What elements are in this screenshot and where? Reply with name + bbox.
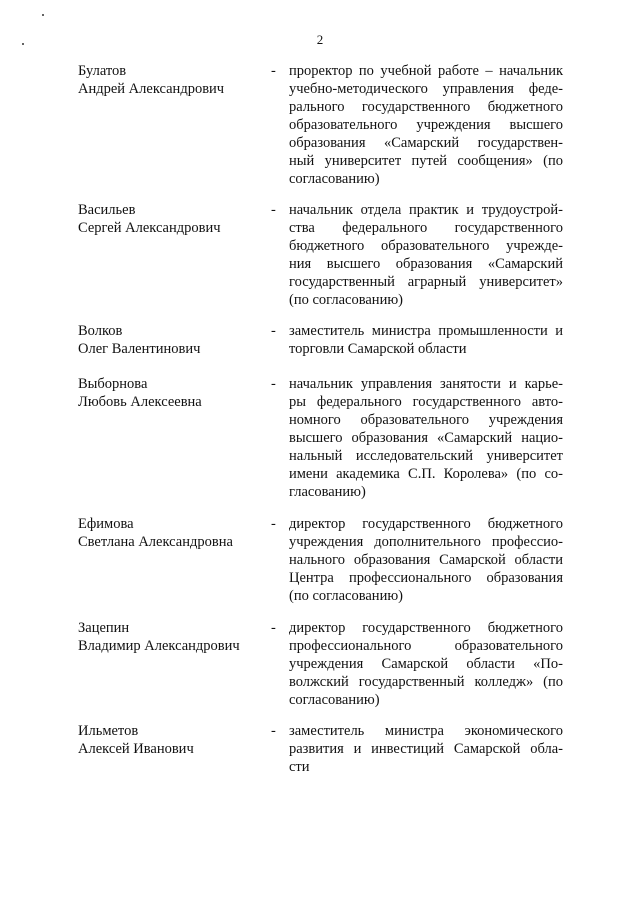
position-line: учебно-методического управления феде- <box>289 81 563 97</box>
position-line: начальник отдела практик и трудоустрой- <box>289 202 563 218</box>
member-surname: Ефимова <box>78 516 134 532</box>
member-position <box>289 515 563 605</box>
position-line: государственный аграрный университет» <box>289 274 563 290</box>
position-line: бюджетного образовательного учрежде- <box>289 238 563 254</box>
position-line: ства федерального государственного <box>289 220 563 236</box>
member-surname: Ильметов <box>78 723 139 739</box>
position-line: согласованию) <box>289 692 380 708</box>
member-position <box>289 62 563 188</box>
entry-dash: - <box>271 323 276 339</box>
position-line: образовательного учреждения высшего <box>289 117 563 133</box>
member-name <box>78 515 268 551</box>
position-line: ры федерального государственного авто- <box>289 394 563 410</box>
member-position <box>289 201 563 309</box>
position-line: начальник управления занятости и карье- <box>289 376 563 392</box>
position-line: (по согласованию) <box>289 292 403 308</box>
member-position <box>289 322 563 358</box>
position-line: рального государственного бюджетного <box>289 99 563 115</box>
member-given-names: Владимир Александрович <box>78 638 240 654</box>
member-surname: Зацепин <box>78 620 130 636</box>
position-line: директор государственного бюджетного <box>289 620 563 636</box>
member-given-names: Олег Валентинович <box>78 341 201 357</box>
position-line: торговли Самарской области <box>289 341 467 357</box>
position-line: нальный исследовательский университет <box>289 448 563 464</box>
member-position <box>289 375 563 501</box>
member-surname: Выборнова <box>78 376 148 392</box>
position-line: сти <box>289 759 310 775</box>
position-line: номного образовательного учреждения <box>289 412 563 428</box>
position-line: заместитель министра промышленности и <box>289 323 563 339</box>
scan-speck <box>42 14 44 16</box>
member-name <box>78 201 268 237</box>
member-given-names: Любовь Алексеевна <box>78 394 202 410</box>
position-line: ный университет путей сообщения» (по <box>289 153 563 169</box>
member-surname: Булатов <box>78 63 127 79</box>
member-given-names: Андрей Александрович <box>78 81 225 97</box>
position-line: развития и инвестиций Самарской обла- <box>289 741 563 757</box>
position-line: нального образования Самарской области <box>289 552 563 568</box>
member-name <box>78 619 268 655</box>
member-given-names: Алексей Иванович <box>78 741 194 757</box>
member-name <box>78 62 268 98</box>
position-line: профессионального образовательного <box>289 638 563 654</box>
position-line: (по согласованию) <box>289 588 403 604</box>
entry-dash: - <box>271 376 276 392</box>
position-line: имени академика С.П. Королева» (по со- <box>289 466 563 482</box>
member-given-names: Светлана Александровна <box>78 534 233 550</box>
position-line: директор государственного бюджетного <box>289 516 563 532</box>
position-line: проректор по учебной работе – начальник <box>289 63 563 79</box>
entry-dash: - <box>271 202 276 218</box>
entry-dash: - <box>271 516 276 532</box>
position-line: заместитель министра экономического <box>289 723 563 739</box>
position-line: волжский государственный колледж» (по <box>289 674 563 690</box>
page-number: 2 <box>316 32 324 47</box>
member-surname: Васильев <box>78 202 136 218</box>
member-name <box>78 375 268 411</box>
member-given-names: Сергей Александрович <box>78 220 221 236</box>
position-line: высшего образования «Самарский нацио- <box>289 430 563 446</box>
entry-dash: - <box>271 620 276 636</box>
member-surname: Волков <box>78 323 123 339</box>
position-line: образования «Самарский государствен- <box>289 135 563 151</box>
member-position <box>289 722 563 776</box>
position-line: ния высшего образования «Самарский <box>289 256 563 272</box>
position-line: учреждения Самарской области «По- <box>289 656 563 672</box>
position-line: Центра профессионального образования <box>289 570 563 586</box>
member-position <box>289 619 563 709</box>
member-name <box>78 722 268 758</box>
member-name <box>78 322 268 358</box>
position-line: согласованию) <box>289 171 380 187</box>
entry-dash: - <box>271 63 276 79</box>
entry-dash: - <box>271 723 276 739</box>
position-line: учреждения дополнительного профессио- <box>289 534 563 550</box>
position-line: гласованию) <box>289 484 366 500</box>
